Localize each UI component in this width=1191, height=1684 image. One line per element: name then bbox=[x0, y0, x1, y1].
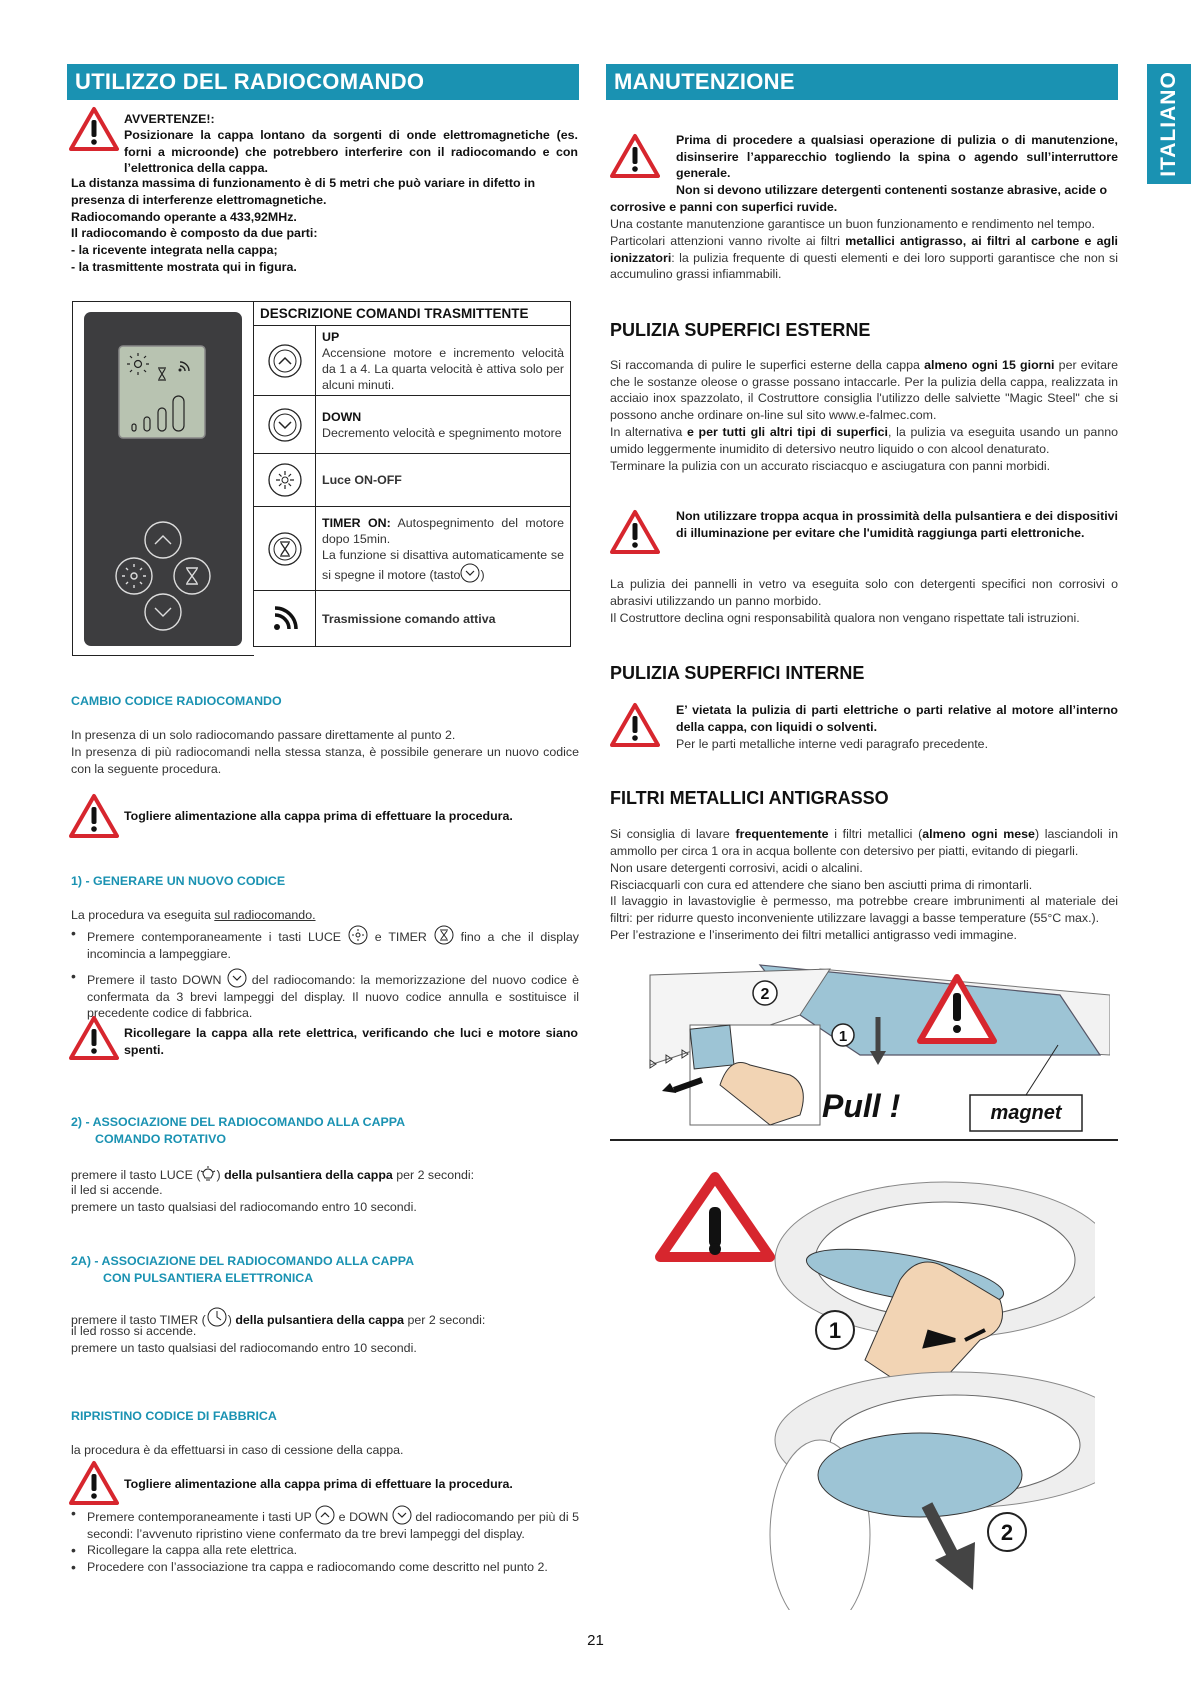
interne-warning: E’ vietata la pulizia di parti elettriche o parti relative al motore all’interno della cappa, con liquidi o solventi. bbox=[676, 703, 1118, 734]
warning-icon bbox=[610, 702, 660, 748]
commands-table: DESCRIZIONE COMANDI TRASMITTENTE UP Accensione motore e incremento velocità da 1 a 4. La quarta velocità è attiva solo per alcuni minuti. DOWN Decremento velocità e spegnimento motore Luce ON-OFF TIMER ON: Autospegnimento del motore dopo 15min. La funzione si disattiva automaticamente se si spegne il motore (tasto ) Trasmissione comando attiva bbox=[253, 301, 571, 647]
cambio-warning: Togliere alimentazione alla cappa prima di effettuare la procedura. bbox=[124, 809, 513, 823]
cmd-timer-title: TIMER ON: bbox=[322, 515, 391, 530]
warning-line-3: Radiocomando operante a 433,92MHz. bbox=[71, 210, 297, 224]
cmd-up-title: UP bbox=[322, 329, 340, 344]
step2a-subtitle: CON PULSANTIERA ELETTRONICA bbox=[103, 1271, 314, 1285]
ripristino-warning: Togliere alimentazione alla cappa prima di effettuare la procedura. bbox=[124, 1477, 513, 1491]
filtri-p4: Il lavaggio in lavastoviglie è permesso, ma potrebbe creare imbrunimenti al materiale dei filtri: per ridurre questo inconveniente utilizzare lavaggi a basse temperature (55°C max.). bbox=[610, 894, 1118, 925]
esterne-title: PULIZIA SUPERFICI ESTERNE bbox=[610, 320, 871, 340]
interne-title: PULIZIA SUPERFICI INTERNE bbox=[610, 663, 865, 683]
ripristino-list bbox=[71, 1505, 579, 1575]
page-number: 21 bbox=[587, 1632, 604, 1649]
filter-extraction-illustration bbox=[640, 955, 1110, 1135]
hood-light-icon bbox=[200, 1165, 216, 1183]
cambio-p1: In presenza di un solo radiocomando passare direttamente al punto 2. bbox=[71, 728, 456, 742]
warning-icon bbox=[610, 509, 660, 555]
timer-inline-icon bbox=[434, 925, 454, 945]
list-item: • Ricollegare la cappa alla rete elettrica. bbox=[71, 1542, 579, 1559]
down-inline-icon bbox=[392, 1505, 412, 1525]
warning-icon bbox=[610, 133, 660, 179]
section-header-radiocomando: UTILIZZO DEL RADIOCOMANDO bbox=[67, 64, 579, 100]
up-inline-icon bbox=[315, 1505, 335, 1525]
cmd-timer-text2: La funzione si disattiva automaticamente se si spegne il motore (tasto bbox=[322, 547, 564, 582]
step2a-title: 2A) - ASSOCIAZIONE DEL RADIOCOMANDO ALLA CAPPA bbox=[71, 1254, 415, 1268]
figure-step-1-label: 1 bbox=[838, 1028, 848, 1045]
ripristino-intro: la procedura è da effettuarsi in caso di cessione della cappa. bbox=[71, 1443, 404, 1457]
list-item: • Procedere con l’associazione tra cappa e radiocomando come descritto nel punto 2. bbox=[71, 1559, 579, 1576]
list-item: • Premere contemporaneamente i tasti UP e DOWN del radiocomando per più di 5 secondi: l’avvenuto ripristino viene confermato da tre brevi lampeggi del display. bbox=[71, 1505, 579, 1542]
cambio-p2: In presenza di più radiocomandi nella stessa stanza, è possibile generare un nuovo codice con la seguente procedura. bbox=[71, 745, 579, 776]
warning-line-4: Il radiocomando è composto da due parti: bbox=[71, 226, 318, 240]
signal-icon bbox=[267, 601, 303, 637]
warning-title: AVVERTENZE!: bbox=[124, 112, 215, 126]
list-item: • Premere contemporaneamente i tasti LUCE e TIMER fino a che il display incomincia a lampeggiare. bbox=[71, 925, 579, 962]
manutenzione-warning-1: Prima di procedere a qualsiasi operazione di pulizia o di manutenzione, disinserire l’apparecchio togliendo la spina o agendo sull’interruttore generale. bbox=[676, 133, 1118, 180]
manutenzione-warning-2: Non si devono utilizzare detergenti contenenti sostanze abrasive, acide o corrosive e panni con superfici ruvide. bbox=[610, 183, 1108, 214]
step2-line3: premere un tasto qualsiasi del radiocomando entro 10 secondi. bbox=[71, 1200, 417, 1214]
down-inline-icon bbox=[227, 968, 247, 988]
step1-warning: Ricollegare la cappa alla rete elettrica, verificando che luci e motore siano spenti. bbox=[124, 1026, 578, 1057]
cmd-up-text: Accensione motore e incremento velocità da 1 a 4. La quarta velocità è attiva solo per alcuni minuti. bbox=[322, 345, 564, 392]
step2a-line3: premere un tasto qualsiasi del radiocomando entro 10 secondi. bbox=[71, 1341, 417, 1355]
esterne-p4: La pulizia dei pannelli in vetro va eseguita solo con detergenti specifici non corrosivi o abrasivi utilizzando un panno morbido. bbox=[610, 577, 1118, 608]
step2-title: 2) - ASSOCIAZIONE DEL RADIOCOMANDO ALLA CAPPA bbox=[71, 1115, 406, 1129]
round-filter-illustration bbox=[655, 1165, 1095, 1610]
section-header-manutenzione: MANUTENZIONE bbox=[606, 64, 1118, 100]
light-inline-icon bbox=[348, 925, 368, 945]
figure-divider bbox=[610, 1139, 1118, 1141]
esterne-p3: Terminare la pulizia con un accurato risciacquo e asciugatura con panni morbidi. bbox=[610, 459, 1051, 473]
commands-table-title: DESCRIZIONE COMANDI TRASMITTENTE bbox=[254, 302, 571, 326]
step1-intro-underline: sul radiocomando. bbox=[214, 908, 316, 922]
down-chevron-icon bbox=[267, 407, 303, 443]
warning-line-6: - la trasmittente mostrata qui in figura. bbox=[71, 260, 297, 274]
warning-line-2: La distanza massima di funzionamento è di 5 metri che può variare in difetto in presenza di interferenze elettromagnetiche. bbox=[71, 176, 536, 207]
filtri-p3: Risciacquarli con cura ed attendere che siano ben asciutti prima di rimontarli. bbox=[610, 878, 1033, 892]
step2-subtitle: COMANDO ROTATIVO bbox=[95, 1132, 227, 1146]
list-item: • Premere il tasto DOWN del radiocomando: la memorizzazione del nuovo codice è confermata da 3 brevi lampeggi del display. Il nuovo codice annulla e sostituisce il precedente codice di fabbrica. bbox=[71, 968, 579, 1022]
up-chevron-icon bbox=[267, 343, 303, 379]
esterne-p5: Il Costruttore declina ogni responsabilità qualora non vengano rispettate tali istruzioni. bbox=[610, 611, 1080, 625]
cmd-signal-title: Trasmissione comando attiva bbox=[316, 591, 571, 647]
warning-line-5: - la ricevente integrata nella cappa; bbox=[71, 243, 278, 257]
interne-p: Per le parti metalliche interne vedi paragrafo precedente. bbox=[676, 737, 989, 751]
remote-control-illustration bbox=[84, 312, 242, 646]
esterne-warning: Non utilizzare troppa acqua in prossimità della pulsantiera e dei dispositivi di illuminazione per evitare che l'umidità raggiunga parti elettroniche. bbox=[676, 509, 1118, 540]
warning-icon bbox=[69, 1460, 119, 1506]
figure2-step-1-label: 1 bbox=[828, 1318, 842, 1343]
filtri-p2: Non usare detergenti corrosivi, acidi o alcalini. bbox=[610, 861, 863, 875]
manutenzione-p1: Una costante manutenzione garantisce un buon funzionamento e rendimento nel tempo. bbox=[610, 217, 1095, 231]
warning-icon bbox=[69, 793, 119, 839]
step2-line2: il led si accende. bbox=[71, 1183, 163, 1197]
filtri-p5: Per l’estrazione e l’inserimento dei filtri metallici antigrasso vedi immagine. bbox=[610, 928, 1017, 942]
cmd-light-title: Luce ON-OFF bbox=[316, 454, 571, 507]
step2a-line2: il led rosso si accende. bbox=[71, 1324, 197, 1338]
magnet-label: magnet bbox=[990, 1102, 1062, 1124]
language-tab[interactable]: ITALIANO bbox=[1147, 64, 1191, 184]
step1-title: 1) - GENERARE UN NUOVO CODICE bbox=[71, 874, 286, 888]
down-button-inline-icon bbox=[460, 563, 480, 583]
step1-intro: La procedura va eseguita bbox=[71, 908, 215, 922]
cmd-timer-text: Autospegnimento del motore dopo 15min. bbox=[322, 515, 565, 546]
pull-label: Pull ! bbox=[822, 1088, 901, 1124]
warning-line-1: Posizionare la cappa lontano da sorgenti di onde elettromagnetiche (es. forni a microonde) che potrebbero interferire con il radiocomando e con l’elettronica della cappa. bbox=[124, 128, 578, 175]
figure-step-2-label: 2 bbox=[760, 986, 770, 1003]
cambio-title: CAMBIO CODICE RADIOCOMANDO bbox=[71, 694, 282, 708]
cmd-down-text: Decremento velocità e spegnimento motore bbox=[322, 425, 562, 440]
warning-icon bbox=[69, 1015, 119, 1061]
filtri-title: FILTRI METALLICI ANTIGRASSO bbox=[610, 788, 889, 808]
step1-list bbox=[71, 925, 579, 1022]
ripristino-title: RIPRISTINO CODICE DI FABBRICA bbox=[71, 1409, 277, 1423]
timer-icon bbox=[267, 531, 303, 567]
light-icon bbox=[267, 462, 303, 498]
warning-icon bbox=[69, 106, 119, 152]
figure2-step-2-label: 2 bbox=[1000, 1520, 1014, 1545]
cmd-down-title: DOWN bbox=[322, 409, 362, 424]
